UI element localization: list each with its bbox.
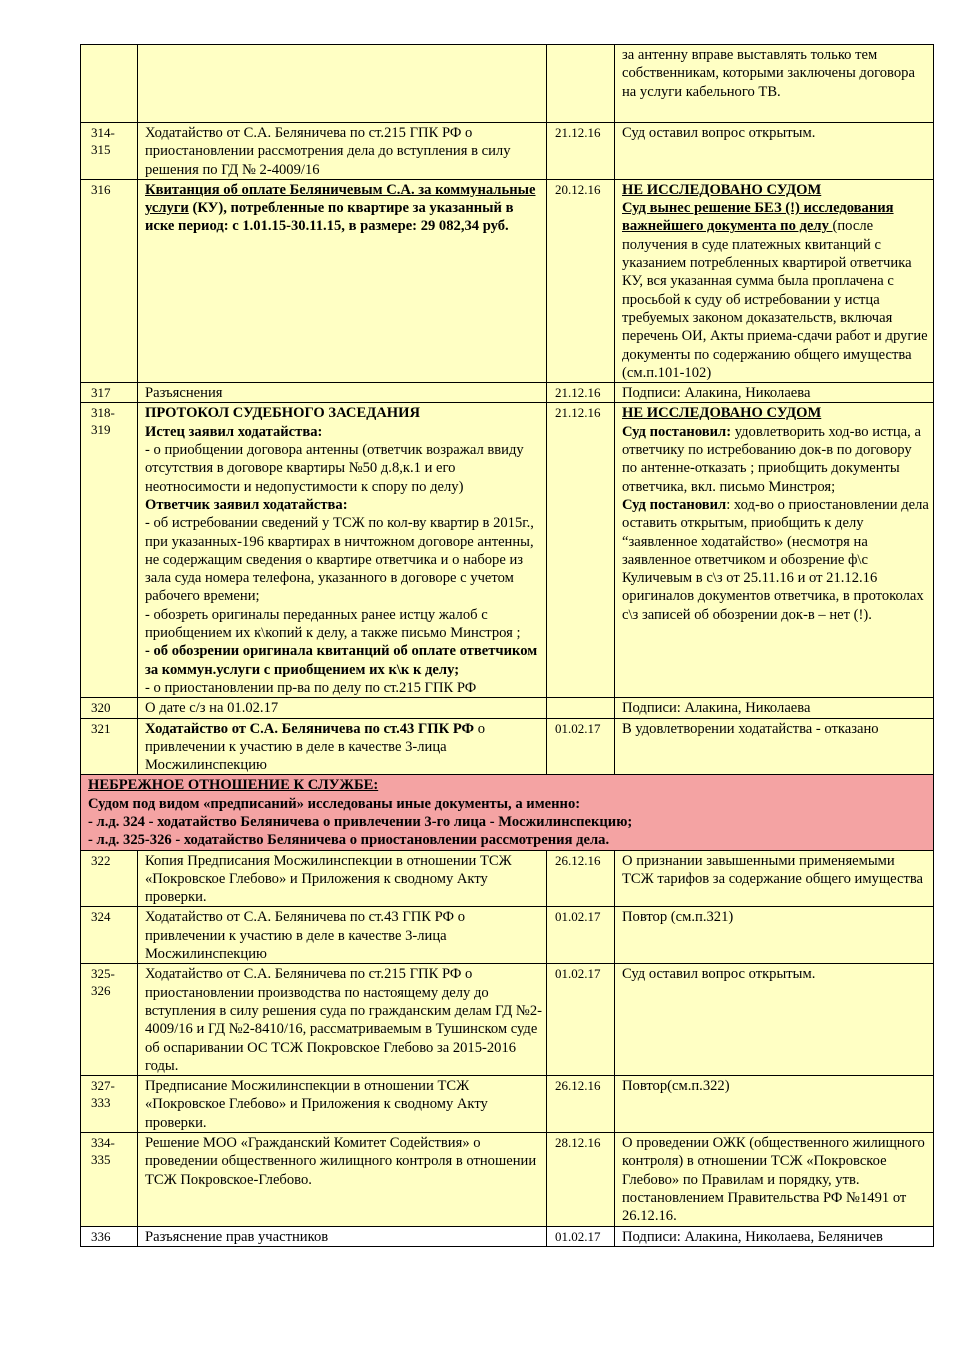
document-description xyxy=(138,179,547,382)
text-run: за антенну вправе выставлять только тем собственникам, которыми заключены договора на услуги кабельного ТВ. xyxy=(622,47,915,100)
paragraph xyxy=(145,965,542,1075)
court-comment xyxy=(615,718,934,775)
paragraph xyxy=(622,699,929,717)
negligence-alert xyxy=(81,775,934,850)
document-date: 20.12.16 xyxy=(547,179,615,382)
table-row xyxy=(81,1133,934,1226)
paragraph xyxy=(622,852,929,889)
text-run: НЕ ИССЛЕДОВАНО СУДОМ xyxy=(622,405,822,422)
document-date: 26.12.16 xyxy=(547,1076,615,1133)
paragraph xyxy=(622,496,929,624)
table-row xyxy=(81,907,934,964)
paragraph xyxy=(145,699,542,717)
text-run: Суд постановил xyxy=(622,496,727,513)
document-description xyxy=(138,1226,547,1246)
paragraph xyxy=(145,514,542,605)
court-comment xyxy=(615,964,934,1076)
case-sheet-number: 322 xyxy=(81,850,138,907)
document-description xyxy=(138,1133,547,1226)
court-documents-table xyxy=(80,44,934,1247)
paragraph xyxy=(145,423,542,441)
paragraph xyxy=(145,606,542,643)
paragraph xyxy=(145,181,542,236)
paragraph xyxy=(622,720,929,738)
case-sheet-number: 336 xyxy=(81,1226,138,1246)
text-run: Ходатайство от С.А. Беляничева по ст.43 ГПК РФ xyxy=(145,720,475,737)
paragraph xyxy=(145,1077,542,1132)
text-run: Повтор (см.п.321) xyxy=(622,909,734,926)
document-description xyxy=(138,123,547,180)
text-run: Решение МОО «Гражданский Комитет Содействия» о проведении общественного жилищного контроля в отношении ТСЖ Покровское-Глебово. xyxy=(145,1135,537,1188)
text-run: Копия Предписания Мосжилинспекции в отношении ТСЖ «Покровское Глебово» и Приложения к сводному Акту проверки. xyxy=(145,852,512,906)
text-run: удовлетворить ход-во истца, а ответчику по истребованию док-в по договору по антенне-отказать ; приобщить документы ответчика, вкл. письмо Минстроя; xyxy=(622,423,921,495)
paragraph xyxy=(88,813,929,831)
paragraph xyxy=(145,1134,542,1189)
alert-row xyxy=(81,775,934,850)
text-run: О признании завышенными применяемыми ТСЖ тарифов за содержание общего имущества xyxy=(622,852,924,887)
paragraph xyxy=(622,1077,929,1095)
document-date: 21.12.16 xyxy=(547,403,615,698)
text-run: Предписание Мосжилинспекции в отношении ТСЖ «Покровское Глебово» и Приложения к сводному Акту проверки. xyxy=(145,1078,488,1131)
paragraph xyxy=(88,831,929,849)
case-sheet-number: 314-315 xyxy=(81,123,138,180)
table-row xyxy=(81,698,934,718)
table-row xyxy=(81,850,934,907)
document-date xyxy=(547,698,615,718)
text-run: о привлечении к участию в деле в качестве 3-лица Мосжилинспекцию xyxy=(145,720,486,774)
document-date: 01.02.17 xyxy=(547,718,615,775)
court-comment xyxy=(615,1076,934,1133)
paragraph xyxy=(622,908,929,926)
document-description xyxy=(138,403,547,698)
table-row xyxy=(81,1226,934,1246)
text-run: - обозреть оригиналы переданных ранее истцу жалоб с приобщением их к\копий к делу, а также письмо Минстроя ; xyxy=(145,606,521,642)
text-run: Суд вынес решение БЕЗ (!) исследования важнейшего документа по делу xyxy=(622,200,894,235)
case-sheet-number: 317 xyxy=(81,383,138,403)
court-comment xyxy=(615,1133,934,1226)
alert-section xyxy=(81,775,934,850)
text-run: В удовлетворении ходатайства - отказано xyxy=(622,720,879,737)
text-run: Суд постановил: xyxy=(622,423,732,440)
text-run: Ответчик заявил ходатайства: xyxy=(145,496,348,513)
text-run: - о приобщении договора антенны (ответчик возражал ввиду отсутствия в договоре квартиры №50 д.8,к.1 и его неотносимости и недопустимости к спору по делу) xyxy=(145,442,524,495)
text-run: Разъяснения xyxy=(145,385,223,402)
document-description xyxy=(138,45,547,123)
court-comment xyxy=(615,1226,934,1246)
court-comment xyxy=(615,383,934,403)
text-run: Повтор(см.п.322) xyxy=(622,1078,730,1095)
document-description xyxy=(138,383,547,403)
table-body-top xyxy=(81,45,934,775)
table-row xyxy=(81,179,934,382)
table-row xyxy=(81,1076,934,1133)
paragraph xyxy=(145,124,542,179)
court-comment xyxy=(615,403,934,698)
document-date: 21.12.16 xyxy=(547,383,615,403)
case-sheet-number: 318-319 xyxy=(81,403,138,698)
text-run: Квитанция об оплате Беляничевым С.А. за коммунальные услуги xyxy=(145,181,536,217)
paragraph xyxy=(145,679,542,697)
table-row xyxy=(81,123,934,180)
document-date: 28.12.16 xyxy=(547,1133,615,1226)
text-run: - об истребовании сведений у ТСЖ по кол-ву квартир в 2015г., при указанных-196 квартирах в ничтожном договоре антенны, не содержащим сведения о квартире ответчика и о наборе из зала суда номера телефона, указанного в договоре с учетом рабочего времени; xyxy=(145,515,534,605)
paragraph xyxy=(145,720,542,775)
document-description xyxy=(138,718,547,775)
text-run: Ходатайство от С.А. Беляничева по ст.43 ГПК РФ о привлечении к участию в деле в качестве 3-лица Мосжилинспекцию xyxy=(145,909,466,963)
court-comment xyxy=(615,698,934,718)
paragraph xyxy=(145,404,542,422)
paragraph xyxy=(622,384,929,402)
paragraph xyxy=(145,852,542,907)
text-run: Ходатайство от С.А. Беляничева по ст.215 ГПК РФ о приостановлении производства по настоящему делу до вступления в силу решения суда по гражданским делам ГД №2-4009/16 и ГД №2-8410/16, рассматриваемым в Тушинском суде об оспаривании ОС ТСЖ Покровское Глебово за 2015-2016 годы. xyxy=(145,966,543,1074)
paragraph xyxy=(622,181,929,199)
case-sheet-number: 325-326 xyxy=(81,964,138,1076)
paragraph xyxy=(145,908,542,963)
text-run: Суд оставил вопрос открытым. xyxy=(622,125,816,141)
document-description xyxy=(138,1076,547,1133)
document-description xyxy=(138,964,547,1076)
paragraph xyxy=(145,1228,542,1246)
document-description xyxy=(138,907,547,964)
paragraph xyxy=(622,46,929,101)
document-date: 26.12.16 xyxy=(547,850,615,907)
document-date xyxy=(547,45,615,123)
text-run: (после получения в суде платежных квитанций с указанием потребленных квартирой ответчика КУ, вся указанная сумма была проплачена с просьбой к суду об истребовании у истца требуемых законом доказательств, включая перечень ОИ, Акты приема-сдачи работ и другие документы по содержанию общего имущества (см.п.101-102) xyxy=(622,218,928,381)
paragraph xyxy=(622,124,929,142)
text-run: Разъяснение прав участников xyxy=(145,1228,329,1245)
text-run: Суд оставил вопрос открытым. xyxy=(622,966,816,983)
text-run: Подписи: Алакина, Николаева xyxy=(622,700,811,717)
text-run: НЕ ИССЛЕДОВАНО СУДОМ xyxy=(622,181,822,198)
paragraph xyxy=(622,404,929,422)
court-comment xyxy=(615,179,934,382)
case-sheet-number: 316 xyxy=(81,179,138,382)
court-comment xyxy=(615,45,934,123)
case-sheet-number: 321 xyxy=(81,718,138,775)
table-row xyxy=(81,718,934,775)
table-row xyxy=(81,403,934,698)
text-run: - л.д. 324 - ходатайство Беляничева о привлечении 3-го лица - Мосжилинспекцию; xyxy=(88,813,633,830)
case-sheet-number: 320 xyxy=(81,698,138,718)
paragraph xyxy=(622,423,929,496)
document-date: 01.02.17 xyxy=(547,964,615,1076)
text-run: - об обозрении оригинала квитанций об оплате ответчиком за коммун.услуги с приобщением их к\к к делу; xyxy=(145,643,538,678)
text-run: Подписи: Алакина, Николаева xyxy=(622,385,811,402)
document-date: 21.12.16 xyxy=(547,123,615,180)
text-run: Судом под видом «предписаний» исследованы иные документы, а именно: xyxy=(88,795,581,812)
paragraph xyxy=(88,776,929,794)
paragraph xyxy=(145,384,542,402)
document-description xyxy=(138,698,547,718)
text-run: НЕБРЕЖНОЕ ОТНОШЕНИЕ К СЛУЖБЕ: xyxy=(88,777,379,794)
document-date: 01.02.17 xyxy=(547,907,615,964)
text-run: - л.д. 325-326 - ходатайство Беляничева о приостановлении рассмотрения дела. xyxy=(88,832,610,849)
text-run: О дате с/з на 01.02.17 xyxy=(145,700,279,717)
text-run: : ход-во о приостановлении дела оставить открытым, приобщить к делу “заявленное ходатайство» (несмотря на заявленное ответчиком и обозрение ф\с Куличевым в с\з от 25.11.16 и от 21.12.16 оригиналов документов ответчика, в протоколах с\з записей об обозрении док-в – нет (!). xyxy=(622,496,929,623)
paragraph xyxy=(145,496,542,514)
text-run: О проведении ОЖК (общественного жилищного контроля) в отношении ТСЖ «Покровское Глебово» по Правилам и порядку, утв. постановлением Правительства РФ №1491 от 26.12.16. xyxy=(622,1135,925,1225)
court-comment xyxy=(615,907,934,964)
table-row xyxy=(81,383,934,403)
text-run: Ходатайство от С.А. Беляничева по ст.215 ГПК РФ о приостановлении рассмотрения дела до вступления в силу решения по ГД № 2-4009/16 xyxy=(145,125,511,178)
text-run: Истец заявил ходатайства: xyxy=(145,423,323,440)
paragraph xyxy=(145,642,542,679)
document-description xyxy=(138,850,547,907)
paragraph xyxy=(622,965,929,983)
text-run: Подписи: Алакина, Николаева, Беляничев xyxy=(622,1228,883,1245)
table-body-bottom xyxy=(81,850,934,1246)
paragraph xyxy=(145,441,542,496)
text-run: ПРОТОКОЛ СУДЕБНОГО ЗАСЕДАНИЯ xyxy=(145,405,421,422)
paragraph xyxy=(88,795,929,813)
document-date: 01.02.17 xyxy=(547,1226,615,1246)
paragraph xyxy=(622,199,929,382)
paragraph xyxy=(622,1134,929,1225)
text-run: (КУ), потребленные по квартире за указанный в иске период: с 1.01.15-30.11.15, в размере: 29 082,34 руб. xyxy=(145,200,514,235)
case-sheet-number: 324 xyxy=(81,907,138,964)
case-sheet-number: 334-335 xyxy=(81,1133,138,1226)
case-sheet-number xyxy=(81,45,138,123)
case-sheet-number: 327-333 xyxy=(81,1076,138,1133)
paragraph xyxy=(622,1228,929,1246)
court-comment xyxy=(615,850,934,907)
court-comment xyxy=(615,123,934,180)
table-row xyxy=(81,964,934,1076)
table-row xyxy=(81,45,934,123)
text-run: - о приостановлении пр-ва по делу по ст.215 ГПК РФ xyxy=(145,679,477,696)
